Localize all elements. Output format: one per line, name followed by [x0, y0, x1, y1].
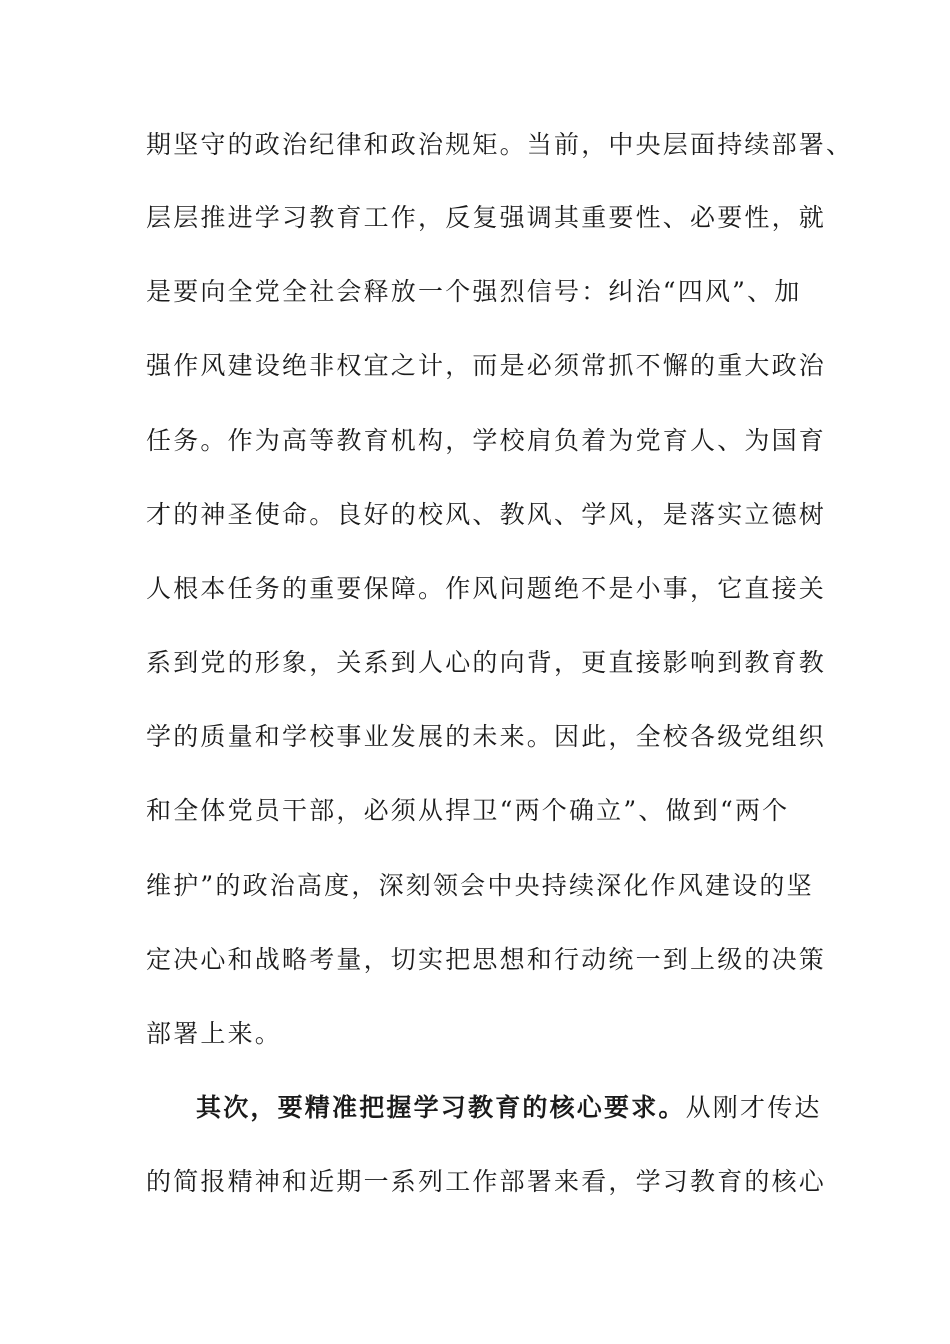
- section-line-2: 的简报精神和近期一系列工作部署来看，学习教育的核心: [146, 1167, 827, 1196]
- paragraph-line-2: 层层推进学习教育工作，反复强调其重要性、必要性，就: [146, 203, 827, 232]
- paragraph-line-4: 强作风建设绝非权宜之计，而是必须常抓不懈的重大政治: [146, 351, 827, 380]
- section-heading: 其次，要精准把握学习教育的核心要求。: [196, 1093, 686, 1122]
- paragraph-line-3: 是要向全党全社会释放一个强烈信号：纠治“四风”、加: [146, 277, 802, 306]
- paragraph-line-6: 才的神圣使命。良好的校风、教风、学风，是落实立德树: [146, 500, 827, 529]
- section-heading-line: [196, 1088, 822, 1128]
- paragraph-line-7: 人根本任务的重要保障。作风问题绝不是小事，它直接关: [146, 574, 827, 603]
- paragraph-line-8: 系到党的形象，关系到人心的向背，更直接影响到教育教: [146, 648, 827, 677]
- paragraph-line-10: 和全体党员干部，必须从捍卫“两个确立”、做到“两个: [146, 796, 790, 825]
- paragraph-line-11: 维护”的政治高度，深刻领会中央持续深化作风建设的坚: [146, 871, 814, 900]
- section-heading-rest: 从刚才传达: [685, 1093, 822, 1122]
- paragraph-line-13: 部署上来。: [146, 1019, 283, 1048]
- paragraph-line-12: 定决心和战略考量，切实把思想和行动统一到上级的决策: [146, 945, 827, 974]
- paragraph-line-5: 任务。作为高等教育机构，学校肩负着为党育人、为国育: [146, 426, 827, 455]
- paragraph-line-9: 学的质量和学校事业发展的未来。因此，全校各级党组织: [146, 722, 827, 751]
- paragraph-line-1: 期坚守的政治纪律和政治规矩。当前，中央层面持续部署、: [146, 130, 854, 159]
